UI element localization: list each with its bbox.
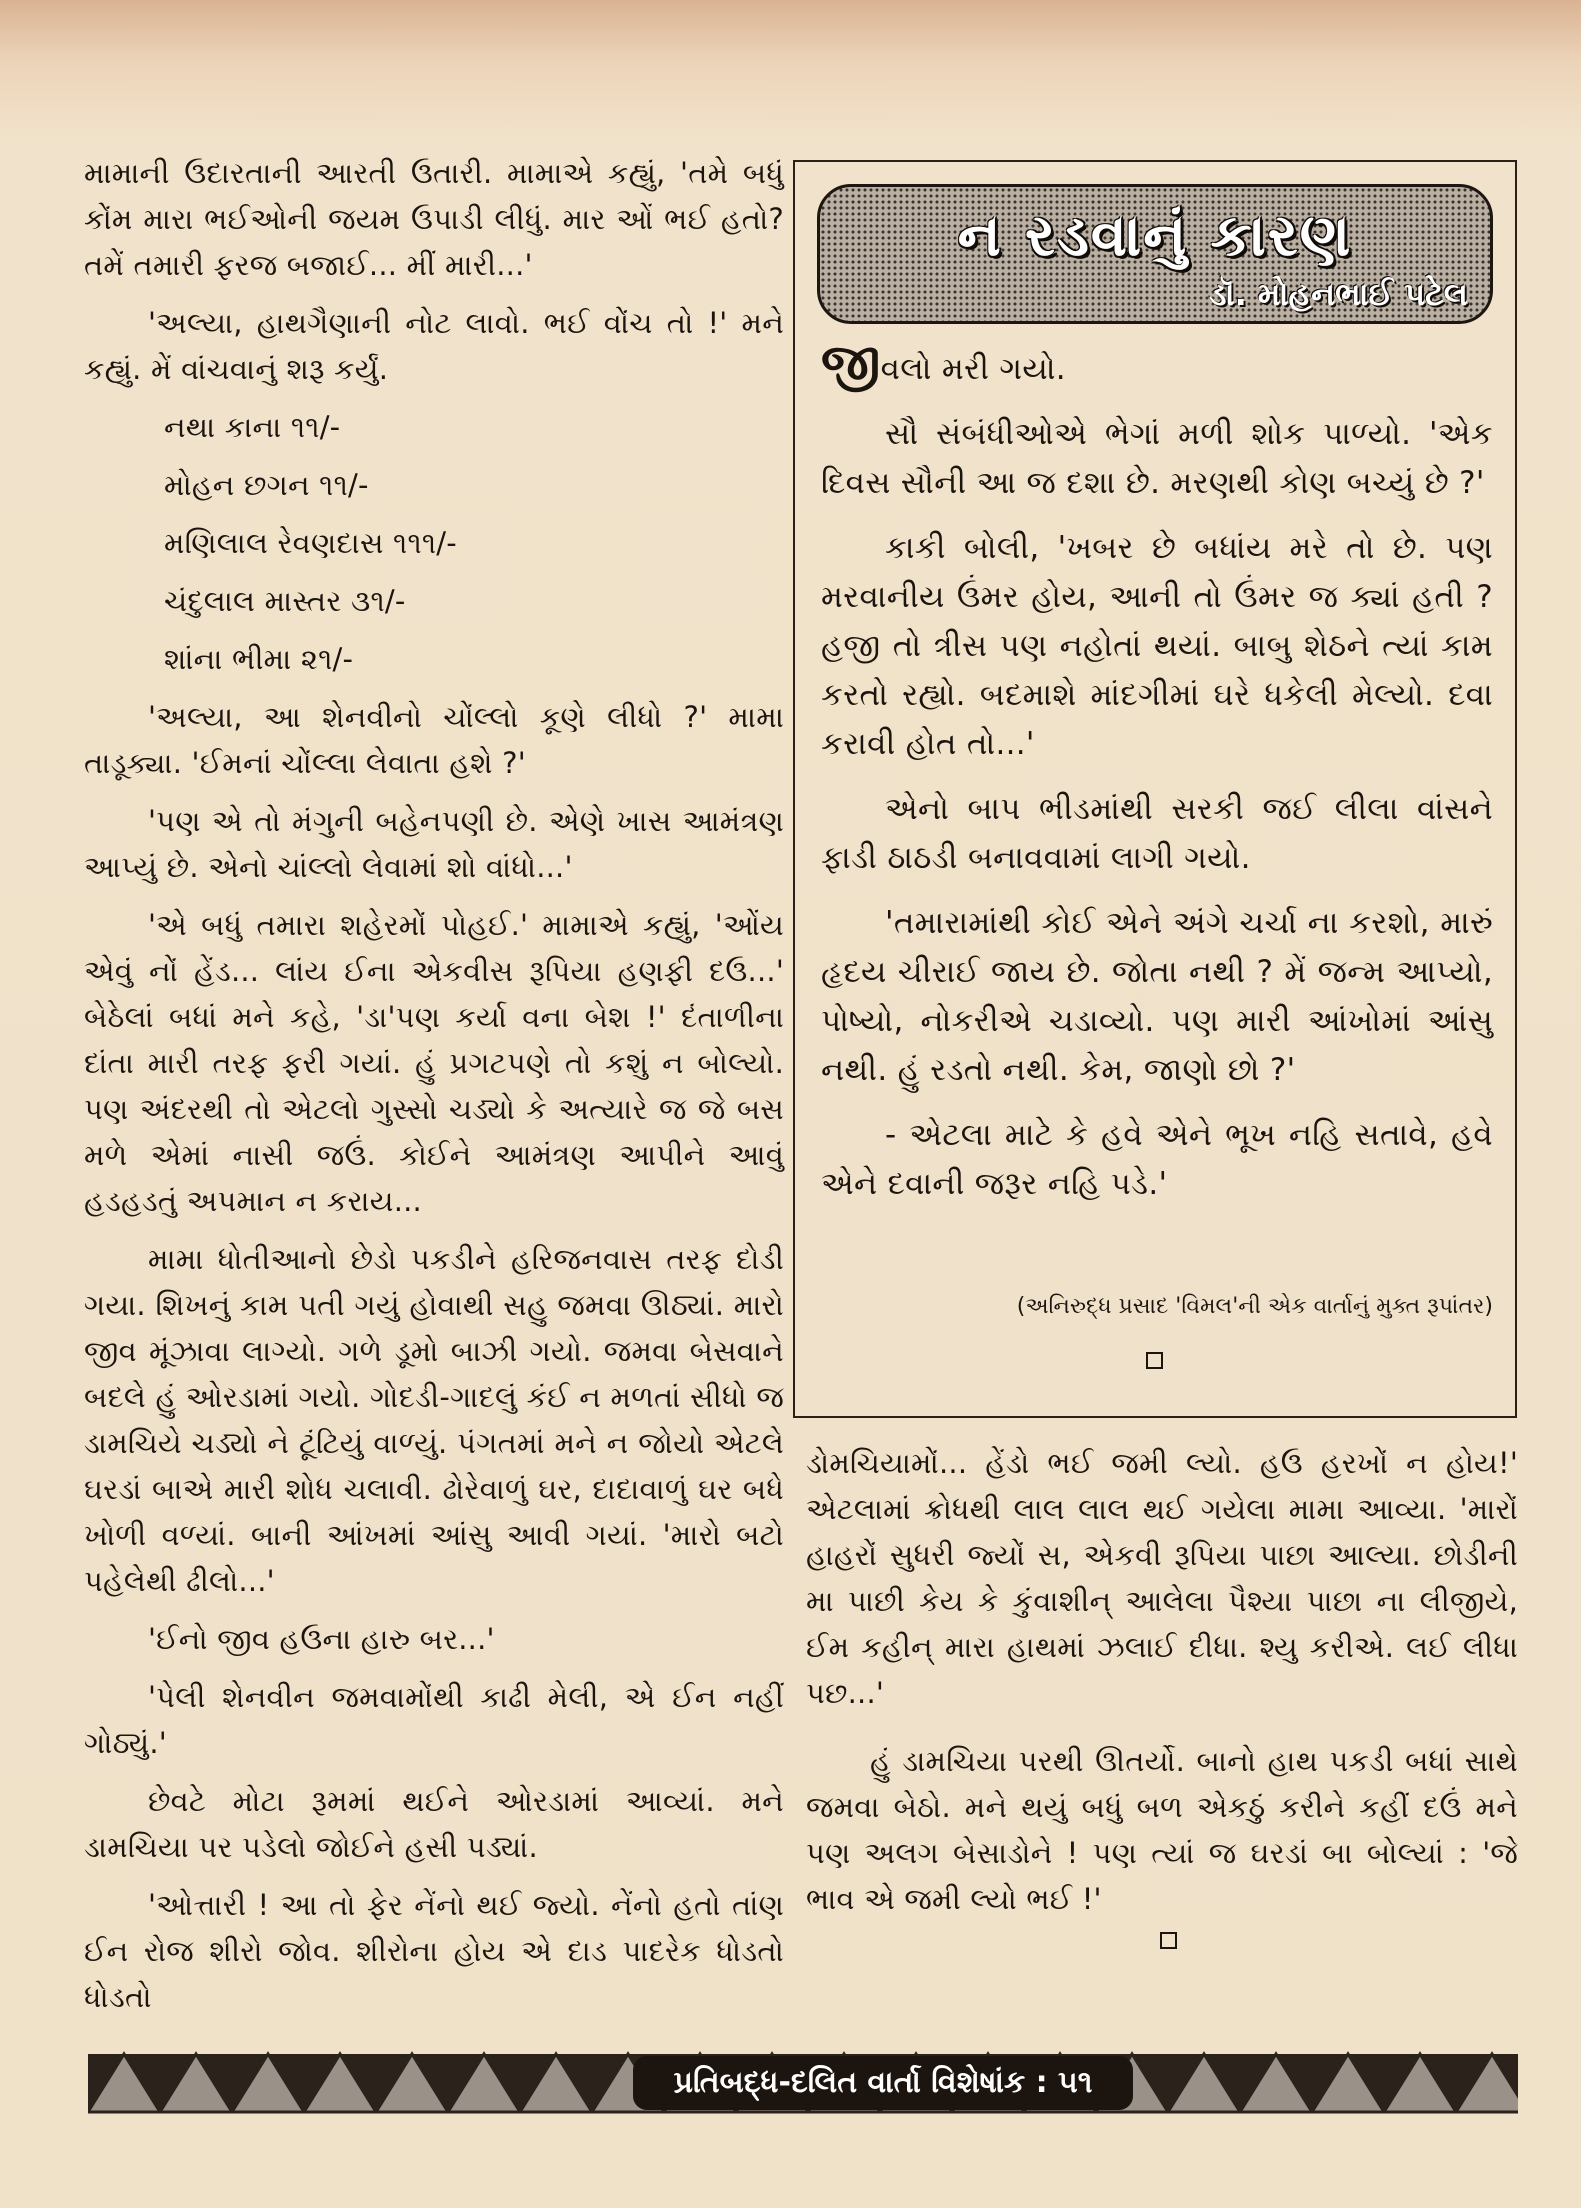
gift-list-item: ચંદુલાલ માસ્તર ૩૧/- (164, 584, 406, 618)
paragraph: હું ડામચિયા પરથી ઊતર્યો. બાનો હાથ પકડી બધાં સાથે જમવા બેઠો. મને થયું બધું બળ એકઠું કરીને કહીં દઉં મને પણ અલગ બેસાડોને ! પણ ત્યાં જ ઘરડાં બા બોલ્યાં : 'જે ભાવ એ જમી લ્યો ભઈ !' (806, 1744, 1518, 1916)
story-title-banner (817, 184, 1493, 324)
drop-cap: જી (821, 333, 881, 391)
paragraph: 'પણ એ તો મંગુની બહેનપણી છે. એણે ખાસ આમંત્રણ આપ્યું છે. એનો ચાંલ્લો લેવામાં શો વાંધો...' (84, 804, 784, 884)
story-body (821, 333, 1493, 1209)
gift-list-item: મોહન છગન ૧૧/- (164, 468, 369, 502)
story-title: ન રડવાનું કારણ (957, 201, 1353, 269)
paragraph: 'પેલી શેનવીન જમવામોંથી કાઢી મેલી, એ ઈન નહીં ગોઠ્યું.' (84, 1680, 784, 1760)
right-column-continuation (806, 1440, 1518, 1922)
paragraph: 'અલ્યા, હાથગૈણાની નોટ લાવો. ભઈ વોંચ તો !' મને કહ્યું. મેં વાંચવાનું શરૂ કર્યું. (84, 306, 784, 386)
paragraph: 'ઈનો જીવ હઉના હારુ બર...' (148, 1622, 495, 1656)
story-author: ડૉ. મોહનભાઈ પટેલ (1208, 275, 1468, 313)
end-mark-icon (1146, 1352, 1163, 1369)
gift-list-item: મણિલાલ રેવણદાસ ૧૧૧/- (164, 526, 457, 560)
short-story-box (793, 160, 1517, 1418)
paragraph: છેવટે મોટા રૂમમાં થઈને ઓરડામાં આવ્યાં. મને ડામચિયા પર પડેલો જોઈને હસી પડ્યાં. (84, 1784, 784, 1864)
story-credit: (અનિરુદ્ધ પ્રસાદ 'વિમલ'ની એક વાર્તાનું મુક્ત રૂપાંતર) (1016, 1294, 1493, 1319)
story-paragraph: કાકી બોલી, 'ખબર છે બધાંય મરે તો છે. પણ મરવાનીય ઉંમર હોય, આની તો ઉંમર જ ક્યાં હતી ? હજી તો ત્રીસ પણ નહોતાં થયાં. બાબુ શેઠને ત્યાં કામ કરતો રહ્યો. બદમાશે માંદગીમાં ઘરે ધકેલી મેલ્યો. દવા કરાવી હોત તો...' (821, 530, 1493, 762)
footer-band (88, 2050, 1518, 2116)
end-mark-icon (1160, 1932, 1177, 1949)
story-paragraph: સૌ સંબંધીઓએ ભેગાં મળી શોક પાળ્યો. 'એક દિવસ સૌની આ જ દશા છે. મરણથી કોણ બચ્યું છે ?' (821, 416, 1493, 501)
story-paragraph: - એટલા માટે કે હવે એને ભૂખ નહિ સતાવે, હવે એને દવાની જરૂર નહિ પડે.' (821, 1117, 1493, 1202)
paragraph: મામા ધોતીઆનો છેડો પકડીને હરિજનવાસ તરફ દોડી ગયા. શિખનું કામ પતી ગયું હોવાથી સહુ જમવા ઊઠ્યાં. મારો જીવ મૂંઝાવા લાગ્યો. ગળે ડૂમો બાઝી ગયો. જમવા બેસવાને બદલે હું ઓરડામાં ગયો. ગોદડી-ગાદલું કંઈ ન મળતાં સીધો જ ડામચિયે ચડ્યો ને ટૂંટિયું વાળ્યું. પંગતમાં મને ન જોયો એટલે ઘરડાં બાએ મારી શોધ ચલાવી. ઢોરેવાળું ઘર, દાદાવાળું ઘર બધે ખોળી વળ્યાં. બાની આંખમાં આંસુ આવી ગયાં. 'મારો બટો પહેલેથી ઢીલો...' (84, 1242, 784, 1598)
gift-list-item: શાંના ભીમા ૨૧/- (164, 642, 354, 676)
story-paragraph: એનો બાપ ભીડમાંથી સરકી જઈ લીલા વાંસને ફાડી ઠાઠડી બનાવવામાં લાગી ગયો. (821, 791, 1493, 876)
story-paragraph: 'તમારામાંથી કોઈ એને અંગે ચર્ચા ના કરશો, મારું હૃદય ચીરાઈ જાય છે. જોતા નથી ? મેં જન્મ આપ્યો, પોષ્યો, નોકરીએ ચડાવ્યો. પણ મારી આંખોમાં આંસુ નથી. હું રડતો નથી. કેમ, જાણો છો ?' (821, 905, 1493, 1088)
left-column (84, 150, 784, 2020)
story-opening-line (821, 333, 1493, 394)
opening-text: વલો મરી ગયો. (880, 351, 1066, 387)
paragraph: ડોમચિયામોં... હેંડો ભઈ જમી લ્યો. હઉ હરખોં ન હોય!' એટલામાં ક્રોધથી લાલ લાલ થઈ ગયેલા મામા આવ્યા. 'મારોં હાહરોં સુધરી જ્યોં સ, એકવી રૂપિયા પાછા આલ્યા. છોડીની મા પાછી કેય કે કુંવાશીન્ આલેલા પૈશ્યા પાછા ના લીજીયે, ઈમ કહીન્ મારા હાથમાં ઝલાઈ દીધા. શ્યુ કરીએ. લઈ લીધા પછ...' (806, 1446, 1518, 1710)
gift-list-item: નથા કાના ૧૧/- (164, 410, 341, 444)
paragraph: 'અલ્યા, આ શેનવીનો ચોંલ્લો કૂણે લીધો ?' મામા તાડૂક્યા. 'ઈમનાં ચોંલ્લા લેવાતા હશે ?' (84, 700, 784, 780)
page-footer-label: પ્રતિબદ્ધ-દલિત વાર્તા વિશેષાંક : ૫૧ (633, 2056, 1133, 2110)
paragraph: 'એ બધું તમારા શહેરમોં પોહઈ.' મામાએ કહ્યું, 'ઓંય એવું નોં હેંડ... લાંય ઈના એકવીસ રૂપિયા હણફી દઉ...' બેઠેલાં બધાં મને કહે, 'ડા'પણ કર્યા વના બેશ !' દંતાળીના દાંતા મારી તરફ ફરી ગયાં. હું પ્રગટપણે તો કશું ન બોલ્યો. પણ અંદરથી તો એટલો ગુસ્સો ચડ્યો કે અત્યારે જ જે બસ મળે એમાં નાસી જઉં. કોઈને આમંત્રણ આપીને આવું હડહડતું અપમાન ન કરાય... (84, 908, 784, 1218)
paragraph: મામાની ઉદારતાની આરતી ઉતારી. મામાએ કહ્યું, 'તમે બધું કોંમ મારા ભઈઓની જયમ ઉપાડી લીધું. માર ઓં ભઈ હતો? તમેં તમારી ફરજ બજાઈ... મીં મારી...' (84, 156, 784, 282)
paragraph: 'ઓત્તારી ! આ તો ફેર નેંનો થઈ જ્યો. નેંનો હતો તાંણ ઈન રોજ શીરો જોવ. શીરોના હોય એ દાડ પાદરેક ધોડતો ધોડતો (84, 1888, 784, 2014)
